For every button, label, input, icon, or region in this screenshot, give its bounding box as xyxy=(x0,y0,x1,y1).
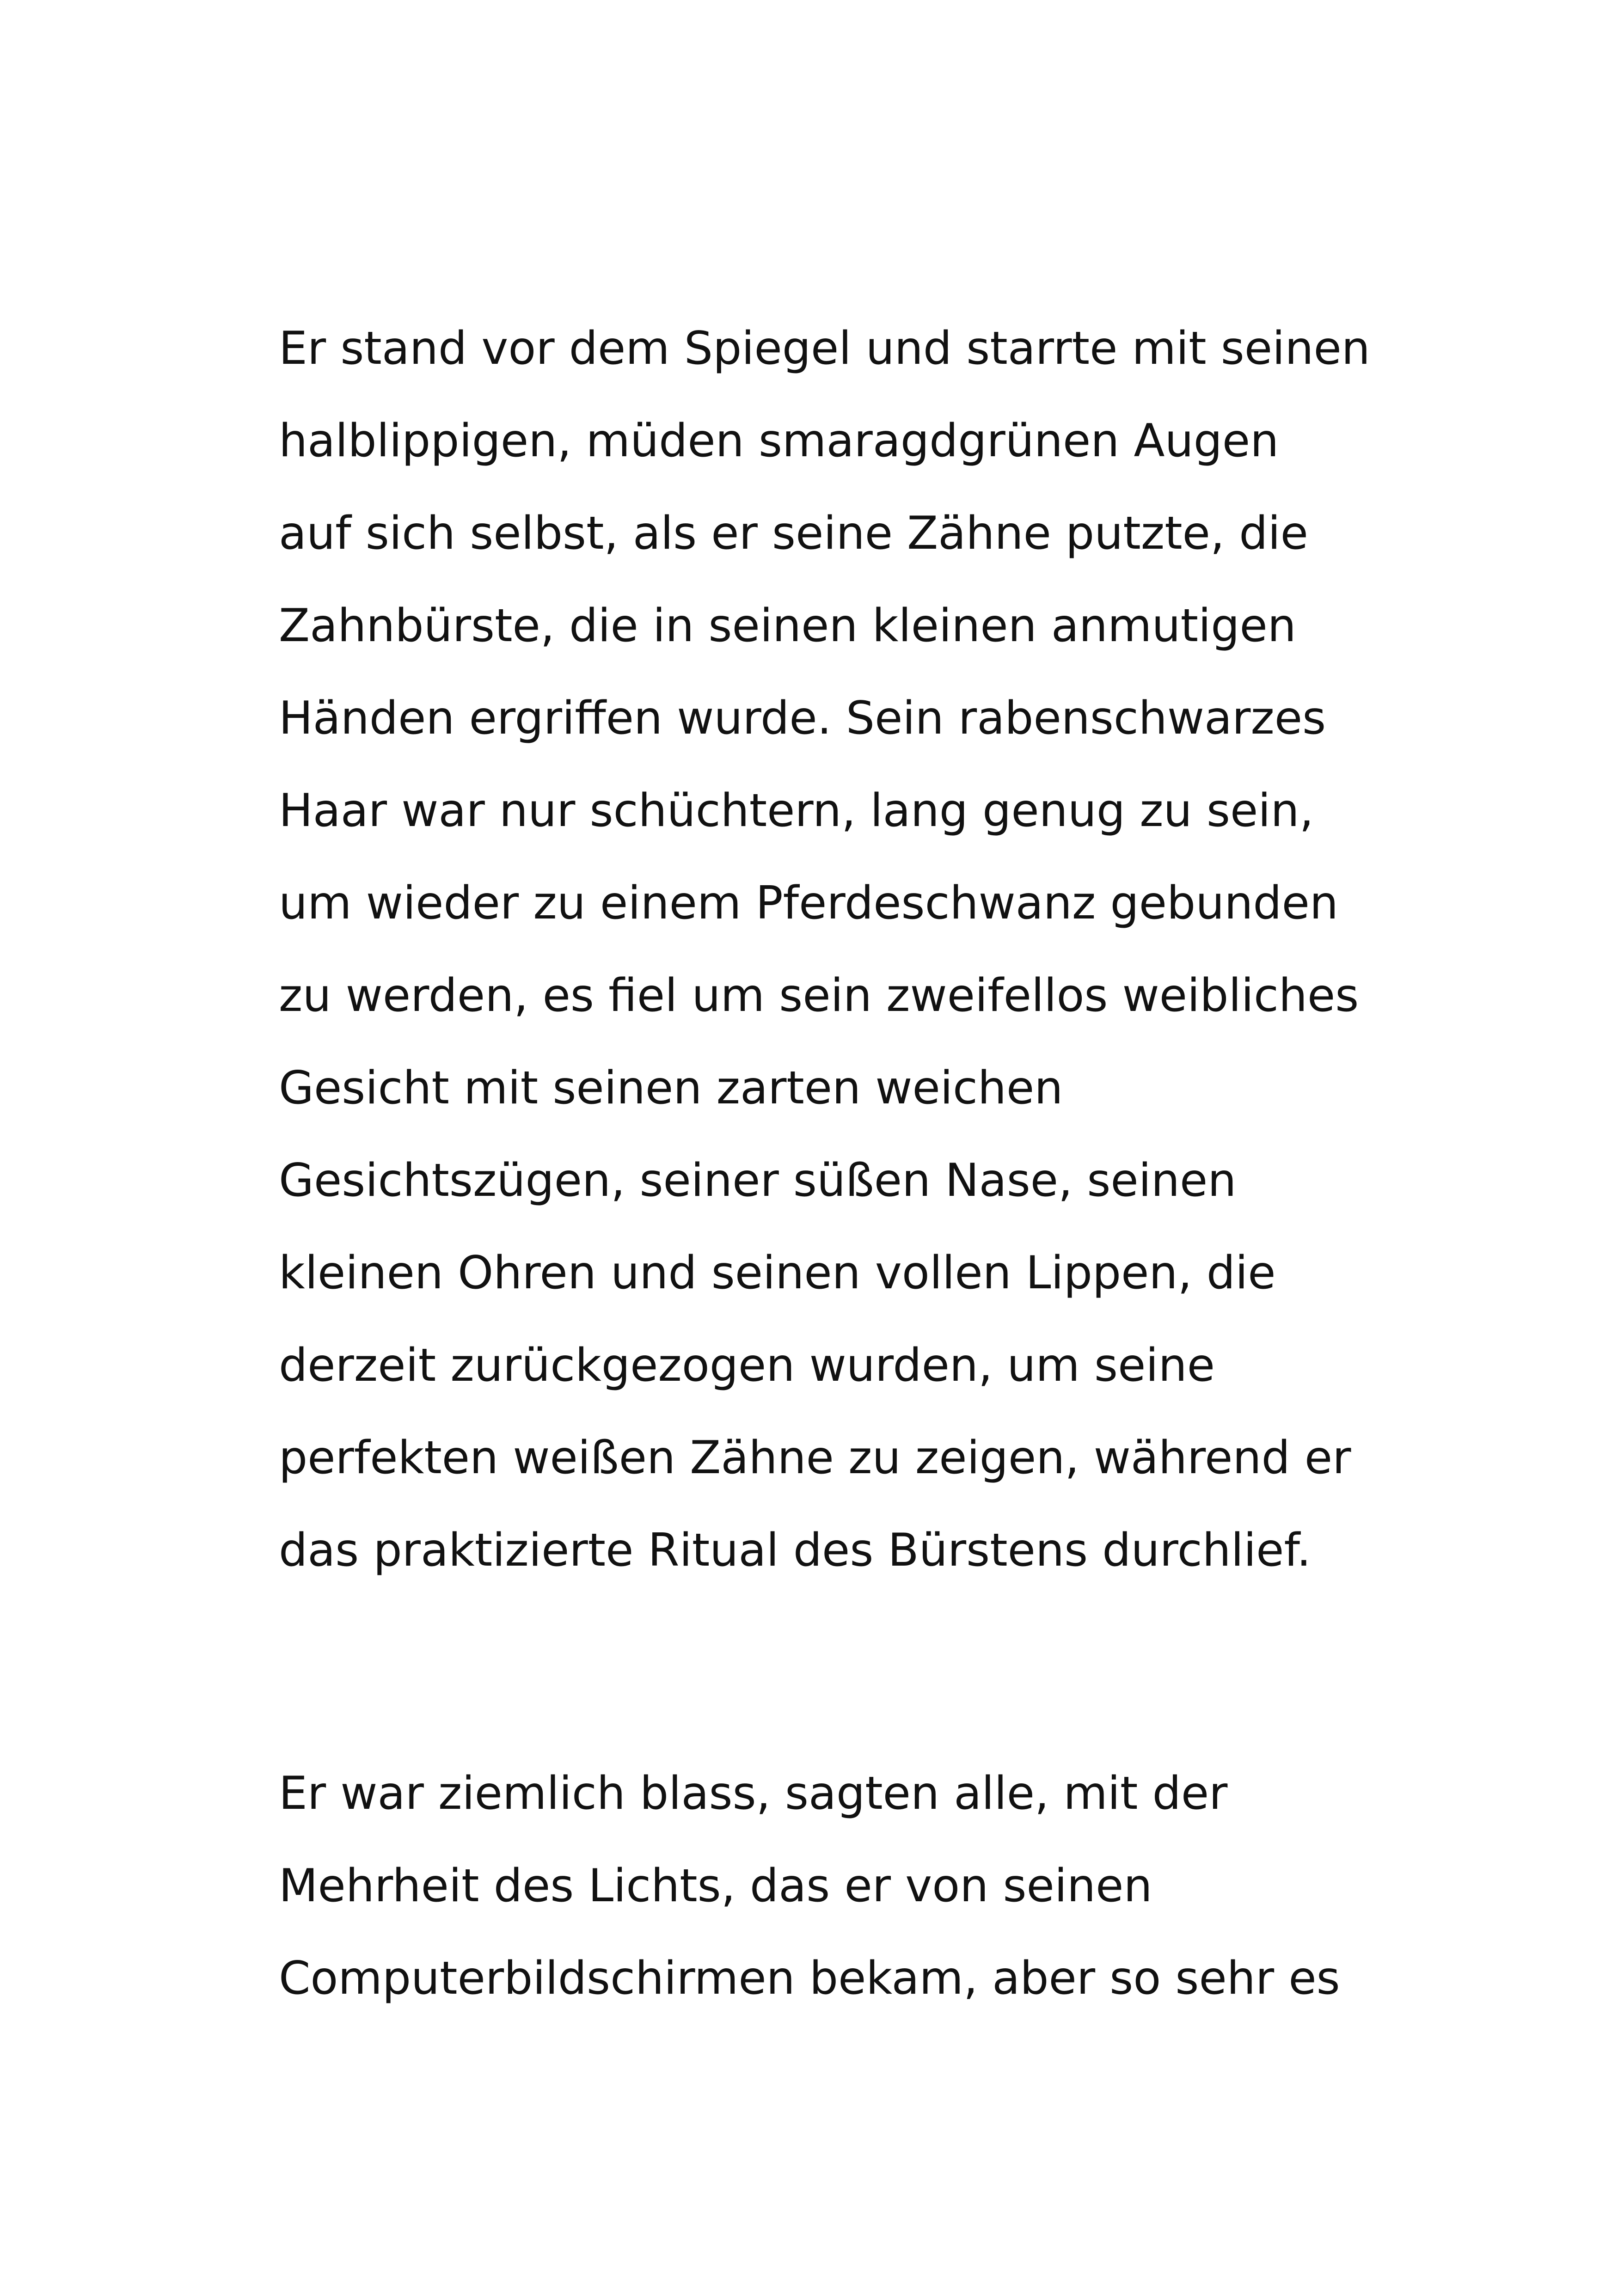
text-line: Haar war nur schüchtern, lang genug zu sein, xyxy=(279,784,1314,837)
text-line: auf sich selbst, als er seine Zähne putzte, die xyxy=(279,507,1308,560)
text-line: das praktizierte Ritual des Bürstens durchlief. xyxy=(279,1524,1311,1577)
text-line: Gesichtszügen, seiner süßen Nase, seinen xyxy=(279,1154,1237,1207)
text-line: Gesicht mit seinen zarten weichen xyxy=(279,1062,1063,1114)
text-line: Er war ziemlich blass, sagten alle, mit der xyxy=(279,1767,1228,1820)
text-line: zu werden, es fiel um sein zweifellos weibliches xyxy=(279,969,1359,1022)
text-line: Computerbildschirmen bekam, aber so sehr es xyxy=(279,1952,1340,2005)
text-line: derzeit zurückgezogen wurden, um seine xyxy=(279,1339,1215,1392)
text-line: um wieder zu einem Pferdeschwanz gebunden xyxy=(279,877,1339,930)
text-line: Zahnbürste, die in seinen kleinen anmutigen xyxy=(279,600,1296,652)
text-line: perfekten weißen Zähne zu zeigen, während er xyxy=(279,1432,1351,1484)
paragraph-2 xyxy=(279,1747,1351,2025)
text-line: kleinen Ohren und seinen vollen Lippen, die xyxy=(279,1247,1276,1299)
text-line: Mehrheit des Lichts, das er von seinen xyxy=(279,1860,1152,1912)
paragraph-1 xyxy=(279,302,1370,1597)
text-line: halblippigen, müden smaragdgrünen Augen xyxy=(279,415,1279,467)
text-line: Händen ergriffen wurde. Sein rabenschwarzes xyxy=(279,692,1326,745)
text-line: Er stand vor dem Spiegel und starrte mit seinen xyxy=(279,322,1370,375)
